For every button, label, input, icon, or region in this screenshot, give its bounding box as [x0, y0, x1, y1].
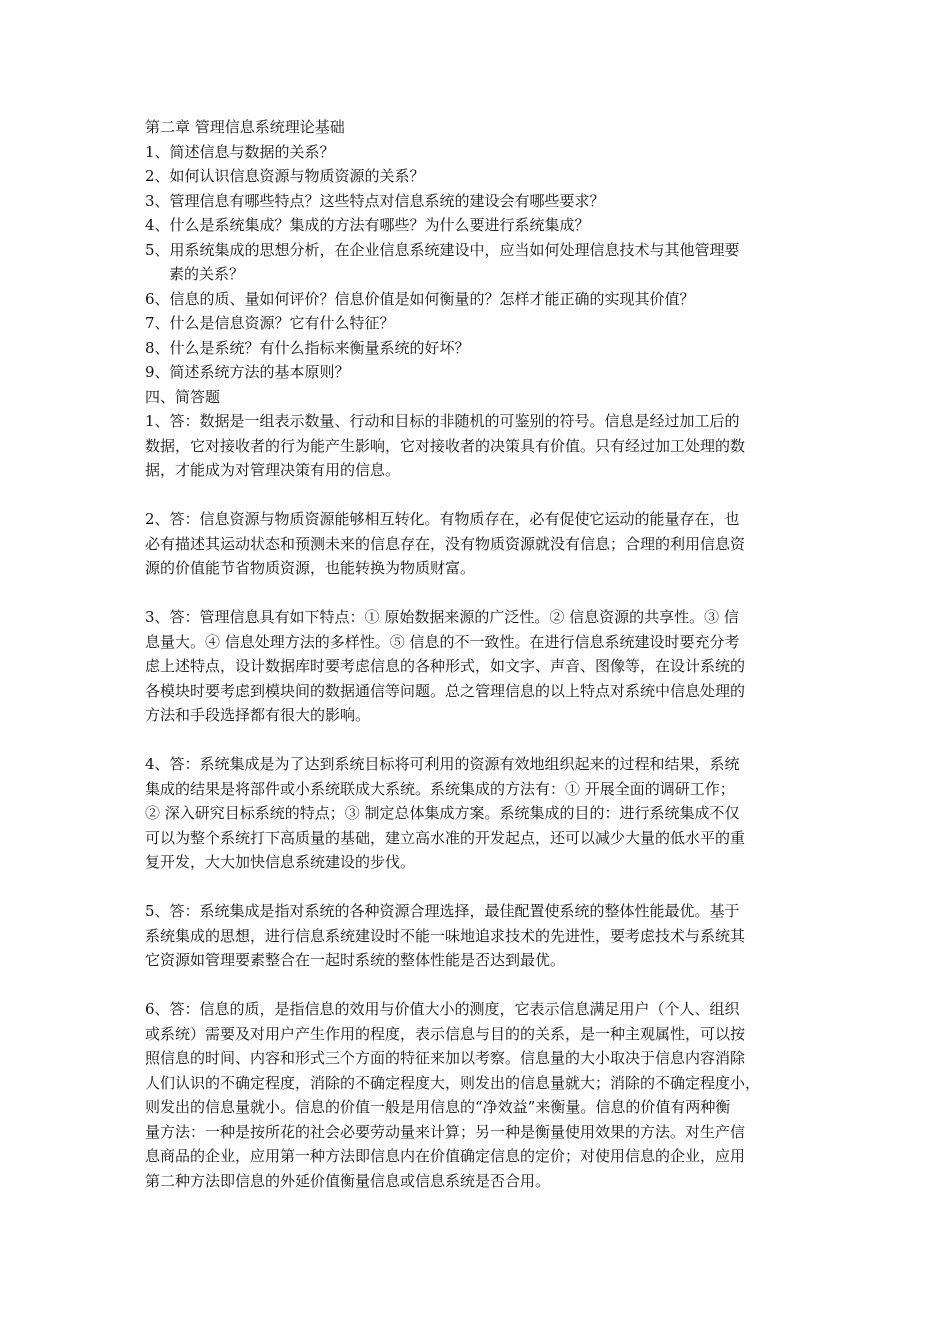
question-text: 4、什么是系统集成？集成的方法有哪些？为什么要进行系统集成？	[145, 216, 590, 234]
answer-line: 4、答：系统集成是为了达到系统目标将可利用的资源有效地组织起来的过程和结果，系统	[145, 755, 740, 773]
answer-line: 第二种方法即信息的外延价值衡量信息或信息系统是否合用。	[145, 1171, 551, 1190]
answer-paragraph	[145, 997, 815, 1193]
answer-paragraph	[145, 605, 815, 728]
answer-paragraph	[145, 899, 815, 973]
question-text: 8、什么是系统？有什么指标来衡量系统的好坏？	[145, 338, 470, 357]
question-item	[145, 311, 815, 336]
answer-line: 方法和手段选择都有很大的影响。	[145, 706, 371, 724]
answer-paragraph	[145, 507, 815, 581]
answer-paragraph	[145, 409, 815, 483]
question-item	[145, 164, 815, 189]
answer-line: 系统集成的思想，进行信息系统建设时不能一味地追求技术的先进性，要考虑技术与系统其	[145, 926, 746, 945]
question-text: 1、简述信息与数据的关系？	[145, 142, 335, 161]
question-text: 9、简述系统方法的基本原则？	[145, 363, 350, 381]
question-list	[145, 140, 815, 385]
answer-line: 源的价值能节省物质资源，也能转换为物质财富。	[145, 559, 476, 577]
answer-line: 2、答：信息资源与物质资源能够相互转化。有物质存在，必有促使它运动的能量存在，也	[145, 510, 740, 528]
answer-line: 集成的结果是将部件或小系统联成大系统。系统集成的方法有：① 开展全面的调研工作；	[145, 779, 735, 798]
question-item	[145, 360, 815, 385]
answer-line: 据，才能成为对管理决策有用的信息。	[145, 461, 401, 479]
answer-line: 则发出的信息量就小。信息的价值一般是用信息的“净效益”来衡量。信息的价值有两种衡	[145, 1098, 731, 1116]
answer-line: 它资源如管理要素整合在一起时系统的整体性能是否达到最优。	[145, 951, 566, 969]
answer-line: 或系统）需要及对用户产生作用的程度，表示信息与目的的关系，是一种主观属性，可以按	[145, 1024, 746, 1043]
chapter-title: 第二章 管理信息系统理论基础	[145, 118, 345, 136]
answer-line: 3、答：管理信息具有如下特点：① 原始数据来源的广泛性。② 信息资源的共享性。③ 信	[145, 608, 739, 626]
answer-line: 息商品的企业，应用第一种方法即信息内在价值确定信息的定价；对使用信息的企业，应用	[145, 1147, 746, 1165]
answer-line: 息量大。④ 信息处理方法的多样性。⑤ 信息的不一致性。在进行信息系统建设时要充分考	[145, 632, 740, 651]
question-text: 2、如何认识信息资源与物质资源的关系？	[145, 167, 425, 185]
question-item	[145, 238, 815, 287]
question-text-continued: 素的关系？	[169, 265, 245, 283]
answer-line: 数据，它对接收者的行为能产生影响，它对接收者的决策具有价值。只有经过加工处理的数	[145, 436, 746, 455]
answer-line: 虑上述特点，设计数据库时要考虑信息的各种形式，如文字、声音、图像等，在设计系统的	[145, 657, 746, 675]
answer-list	[145, 409, 815, 1193]
question-text: 7、什么是信息资源？它有什么特征？	[145, 314, 395, 332]
question-item	[145, 213, 815, 238]
answer-line: ② 深入研究目标系统的特点；③ 制定总体集成方案。系统集成的目的：进行系统集成不仅	[145, 804, 740, 822]
answer-paragraph	[145, 752, 815, 875]
answer-line: 6、答：信息的质，是指信息的效用与价值大小的测度，它表示信息满足用户（个人、组织	[145, 1000, 740, 1018]
question-text: 5、用系统集成的思想分析，在企业信息系统建设中，应当如何处理信息技术与其他管理要	[145, 240, 740, 259]
answer-line: 1、答：数据是一组表示数量、行动和目标的非随机的可鉴别的符号。信息是经过加工后的	[145, 412, 740, 430]
answer-line: 照信息的时间、内容和形式三个方面的特征来加以考察。信息量的大小取决于信息内容消除	[145, 1049, 746, 1067]
answer-line: 5、答：系统集成是指对系统的各种资源合理选择，最佳配置使系统的整体性能最优。基于	[145, 902, 740, 920]
answer-line: 必有描述其运动状态和预测未来的信息存在，没有物质资源就没有信息；合理的利用信息资	[145, 534, 746, 553]
answer-line: 复开发，大大加快信息系统建设的步伐。	[145, 853, 416, 871]
document-page	[145, 115, 815, 1193]
answer-line: 可以为整个系统打下高质量的基础，建立高水准的开发起点，还可以减少大量的低水平的重	[145, 828, 746, 847]
question-item	[145, 140, 815, 165]
question-item	[145, 336, 815, 361]
question-item	[145, 287, 815, 312]
question-item	[145, 189, 815, 214]
answer-line: 人们认识的不确定程度，消除的不确定程度大，则发出的信息量就大；消除的不确定程度小，	[145, 1073, 761, 1092]
answer-line: 各模块时要考虑到模块间的数据通信等问题。总之管理信息的以上特点对系统中信息处理的	[145, 681, 746, 700]
question-text: 6、信息的质、量如何评价？信息价值是如何衡量的？怎样才能正确的实现其价值？	[145, 289, 695, 308]
section-title: 四、简答题	[145, 387, 221, 406]
answer-line: 量方法：一种是按所花的社会必要劳动量来计算；另一种是衡量使用效果的方法。对生产信	[145, 1122, 746, 1141]
question-text: 3、管理信息有哪些特点？这些特点对信息系统的建设会有哪些要求？	[145, 191, 605, 210]
